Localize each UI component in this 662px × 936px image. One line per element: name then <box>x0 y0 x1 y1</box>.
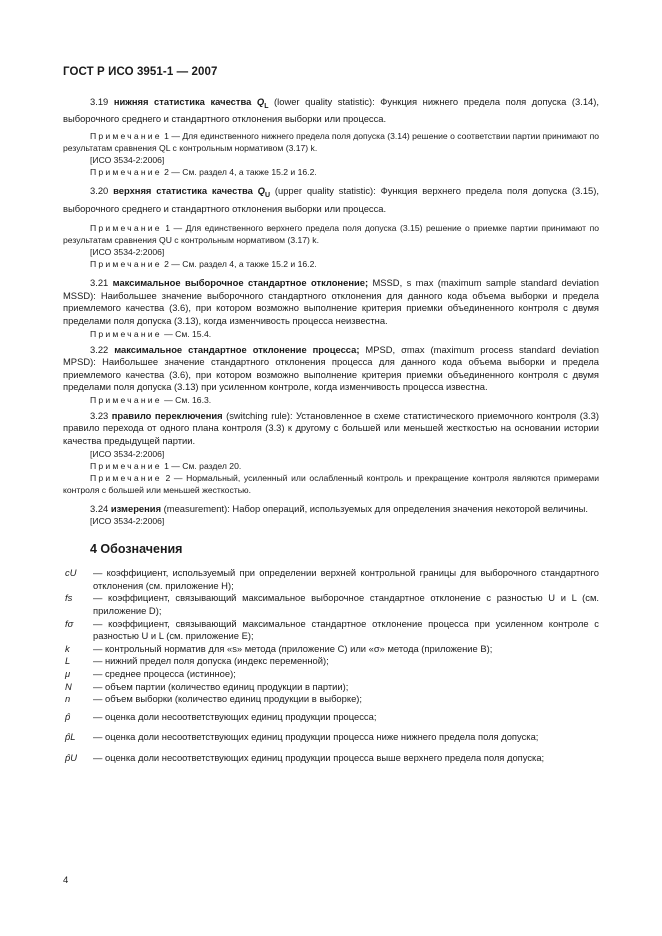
symbol-row: fσ — коэффициент, связывающий максимальное стандартное отклонение процесса при усиленном контроле с разностью U и L (см. приложение E); <box>65 617 599 642</box>
note-3-21: Примечание — См. 15.4. <box>90 328 212 339</box>
note-3-23-2: Примечание 2 — Нормальный, усиленный или ослабленный контроль и прекращение контроля являются примерами контроля с большей или меньшей жесткостью. <box>63 472 600 495</box>
source-3-19: [ИСО 3534-2:2006] <box>90 155 165 166</box>
symbol-row: p̂ — оценка доли несоответствующих единиц продукции процесса; <box>65 710 377 722</box>
note-3-20-2: Примечание 2 — См. раздел 4, а также 15.2 и 16.2. <box>90 259 317 270</box>
document-body <box>63 96 599 765</box>
term-3-20: 3.20 верхняя статистика качества $Q_U$ (upper quality statistic): Функция верхнего предела поля допуска (3.15), выборочного среднего и стандартного отклонения выборки или процесса. <box>63 185 599 214</box>
note-3-23-1: Примечание 1 — См. раздел 20. <box>90 460 242 471</box>
source-3-23: [ИСО 3534-2:2006] <box>90 448 165 459</box>
symbol-row: fs — коэффициент, связывающий максимальное выборочное стандартное отклонение с разностью U и L (см. приложение D); <box>65 592 599 617</box>
term-3-23: 3.23 правило переключения (switching rule): Установленное в схеме статистического приемочного контроля (3.3) правило перехода от одного плана контроля (3.3) к другому с большей или меньшей жесткостью на основании истории качества предыдущей партии. <box>63 409 599 447</box>
source-3-24: [ИСО 3534-2:2006] <box>90 516 165 527</box>
document-header: ГОСТ Р ИСО 3951-1 — 2007 <box>63 66 218 78</box>
note-3-19-2: Примечание 2 — См. раздел 4, а также 15.2 и 16.2. <box>90 167 317 178</box>
symbol-row: L — нижний предел поля допуска (индекс переменной); <box>65 655 329 667</box>
symbol-row: p̂L — оценка доли несоответствующих единиц продукции процесса ниже нижнего предела поля допуска; <box>65 731 539 743</box>
symbol-row: n — объем выборки (количество единиц продукции в выборке); <box>65 693 363 705</box>
symbols-list <box>63 567 599 764</box>
note-3-22: Примечание — См. 16.3. <box>90 394 212 405</box>
source-3-20: [ИСО 3534-2:2006] <box>90 247 165 258</box>
page-number: 4 <box>63 875 69 886</box>
symbol-row: k — контрольный норматив для «s» метода (приложение С) или «σ» метода (приложение В); <box>65 642 493 654</box>
term-3-19: 3.19 нижняя статистика качества $Q_L$ (lower quality statistic): Функция нижнего предела поля допуска (3.14), выборочного среднего и стандартного отклонения выборки или процесса. <box>63 96 599 125</box>
term-3-24: 3.24 измерения (measurement): Набор операций, используемых для определения значения некоторой величины. <box>90 502 588 514</box>
symbol-row: N — объем партии (количество единиц продукции в партии); <box>65 680 349 692</box>
term-3-22: 3.22 максимальное стандартное отклонение процесса; MPSD, σmax (maximum process standard deviation MPSD): Наибольшее значение стандартного отклонения процесса для данного кода объема выборки и предела приемлемого качества (3.6), при котором возможно выполнение критерия приемки объединенного контроля с двумя пределами поля допуска (3.13) при усиленном контроле, когда изменчивость процесса известна. <box>63 343 599 393</box>
section-4-title: 4 Обозначения <box>90 542 183 557</box>
symbol-row: μ — среднее процесса (истинное); <box>65 668 236 679</box>
note-3-19-1: Примечание 1 — Для единственного нижнего предела поля допуска (3.14) решение о соответствии партии принимают по результатам сравнения QL с контрольным нормативом (3.17) k. <box>63 131 600 154</box>
term-3-21: 3.21 максимальное выборочное стандартное отклонение; MSSD, s max (maximum sample standard deviation MSSD): Наибольшее значение выборочного стандартного отклонения для данного кода объема выборки и предела приемлемого качества (3.6), при котором возможно выполнение критерия приемки объединенного контроля с двумя пределами поля допуска (3.13), когда изменчивость процесса неизвестна. <box>63 277 599 326</box>
symbol-row: p̂U — оценка доли несоответствующих единиц продукции процесса выше верхнего предела поля допуска; <box>65 751 545 763</box>
symbol-row: cU — коэффициент, используемый при определении верхней контрольной границы для выборочного стандартного отклонения (см. приложение H); <box>65 567 599 591</box>
note-3-20-1: Примечание 1 — Для единственного верхнего предела поля допуска (3.15) решение о приемке партии принимают по результатам сравнения QU с контрольным нормативом (3.17) k. <box>63 223 599 246</box>
